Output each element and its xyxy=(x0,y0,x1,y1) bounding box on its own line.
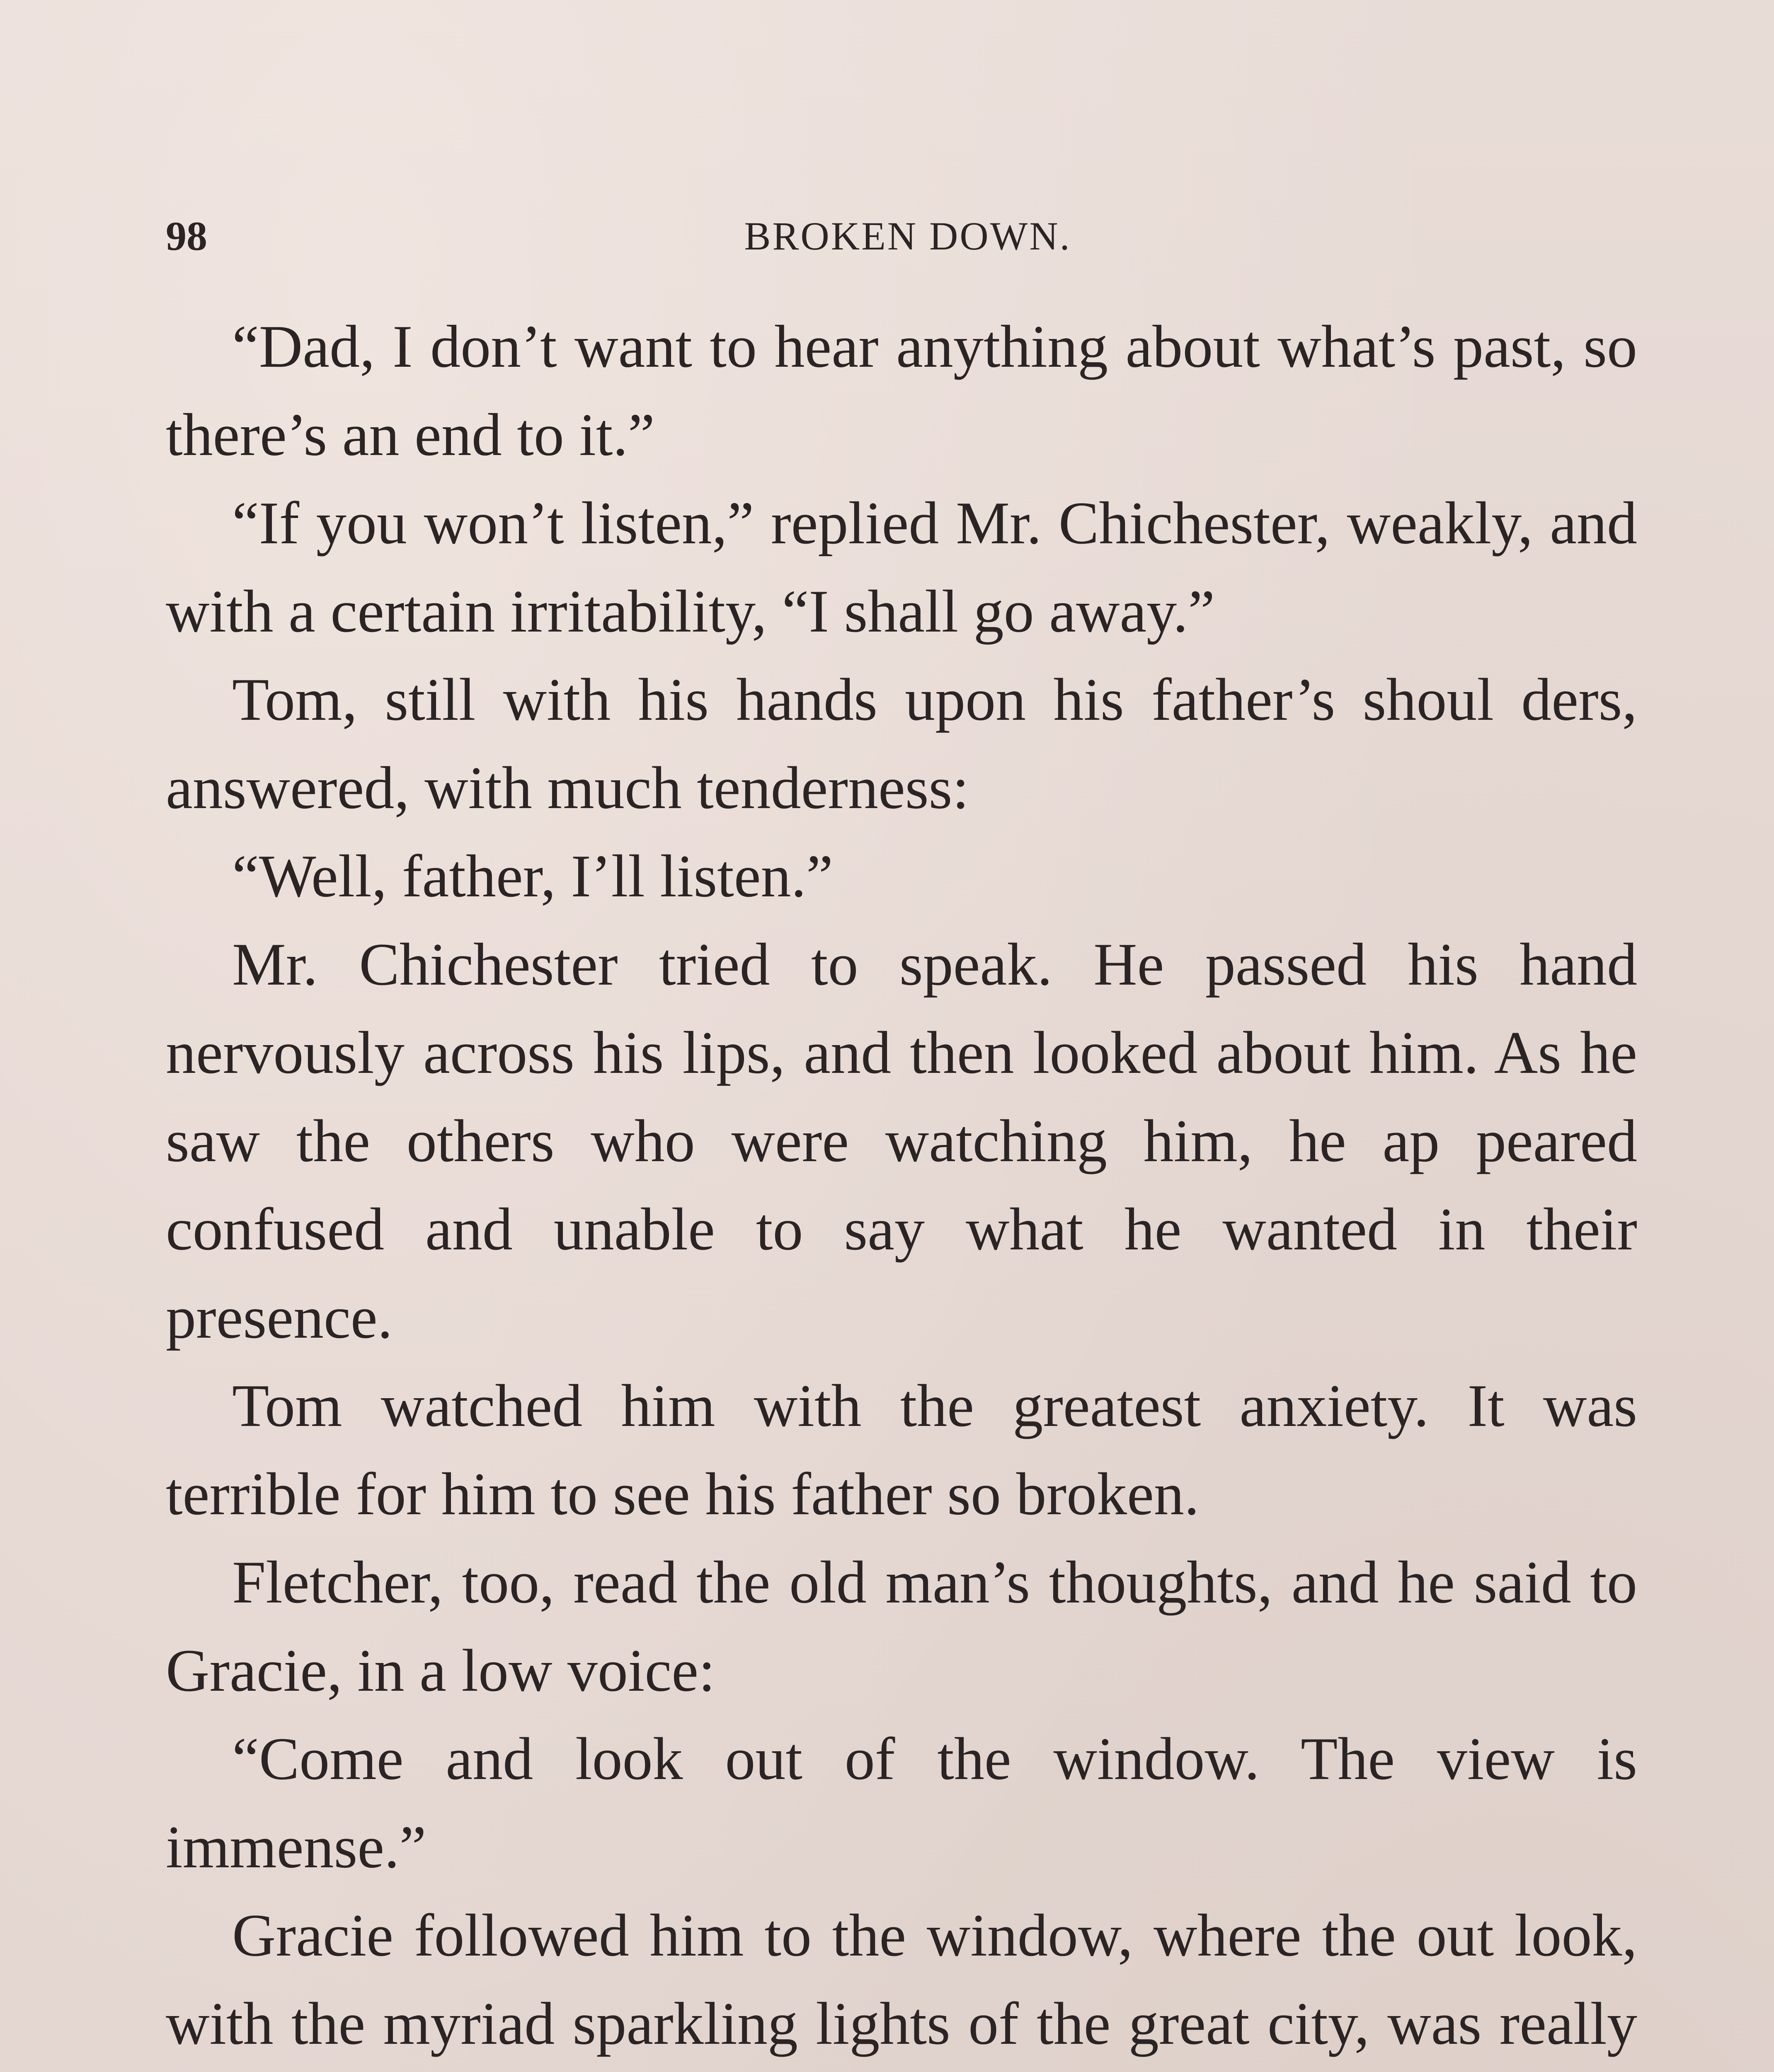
paragraph: “Dad, I don’t want to hear anything about what’s past, so there’s an end to it.” xyxy=(166,313,1637,468)
body-text xyxy=(166,303,1637,2072)
paragraph: Mr. Chichester tried to speak. He passed his hand nervously across his lips, and then looked about him. As he saw the others who were watching him, he ap peared confused and unable to say what he wanted in their presence. xyxy=(166,931,1637,1351)
page-header xyxy=(0,207,1774,269)
paragraph: Gracie followed him to the window, where the out look, with the myriad sparkling lights of the great city, was really xyxy=(166,1902,1637,2057)
paragraph: “If you won’t listen,” replied Mr. Chichester, weakly, and with a certain irritability, “I shall go away.” xyxy=(166,489,1637,645)
paragraph: “Well, father, I’ll listen.” xyxy=(232,842,833,910)
paragraph: Tom watched him with the greatest anxiety. It was terrible for him to see his father so broken. xyxy=(166,1372,1637,1527)
paragraph: Fletcher, too, read the old man’s thoughts, and he said to Gracie, in a low voice: xyxy=(166,1549,1637,1704)
page-number: 98 xyxy=(166,213,207,259)
paragraph: “Come and look out of the window. The view is immense.” xyxy=(166,1725,1637,1881)
running-head: BROKEN DOWN. xyxy=(744,214,1071,258)
paragraph: Tom, still with his hands upon his father’s shoul ders, answered, with much tenderness: xyxy=(166,666,1637,821)
